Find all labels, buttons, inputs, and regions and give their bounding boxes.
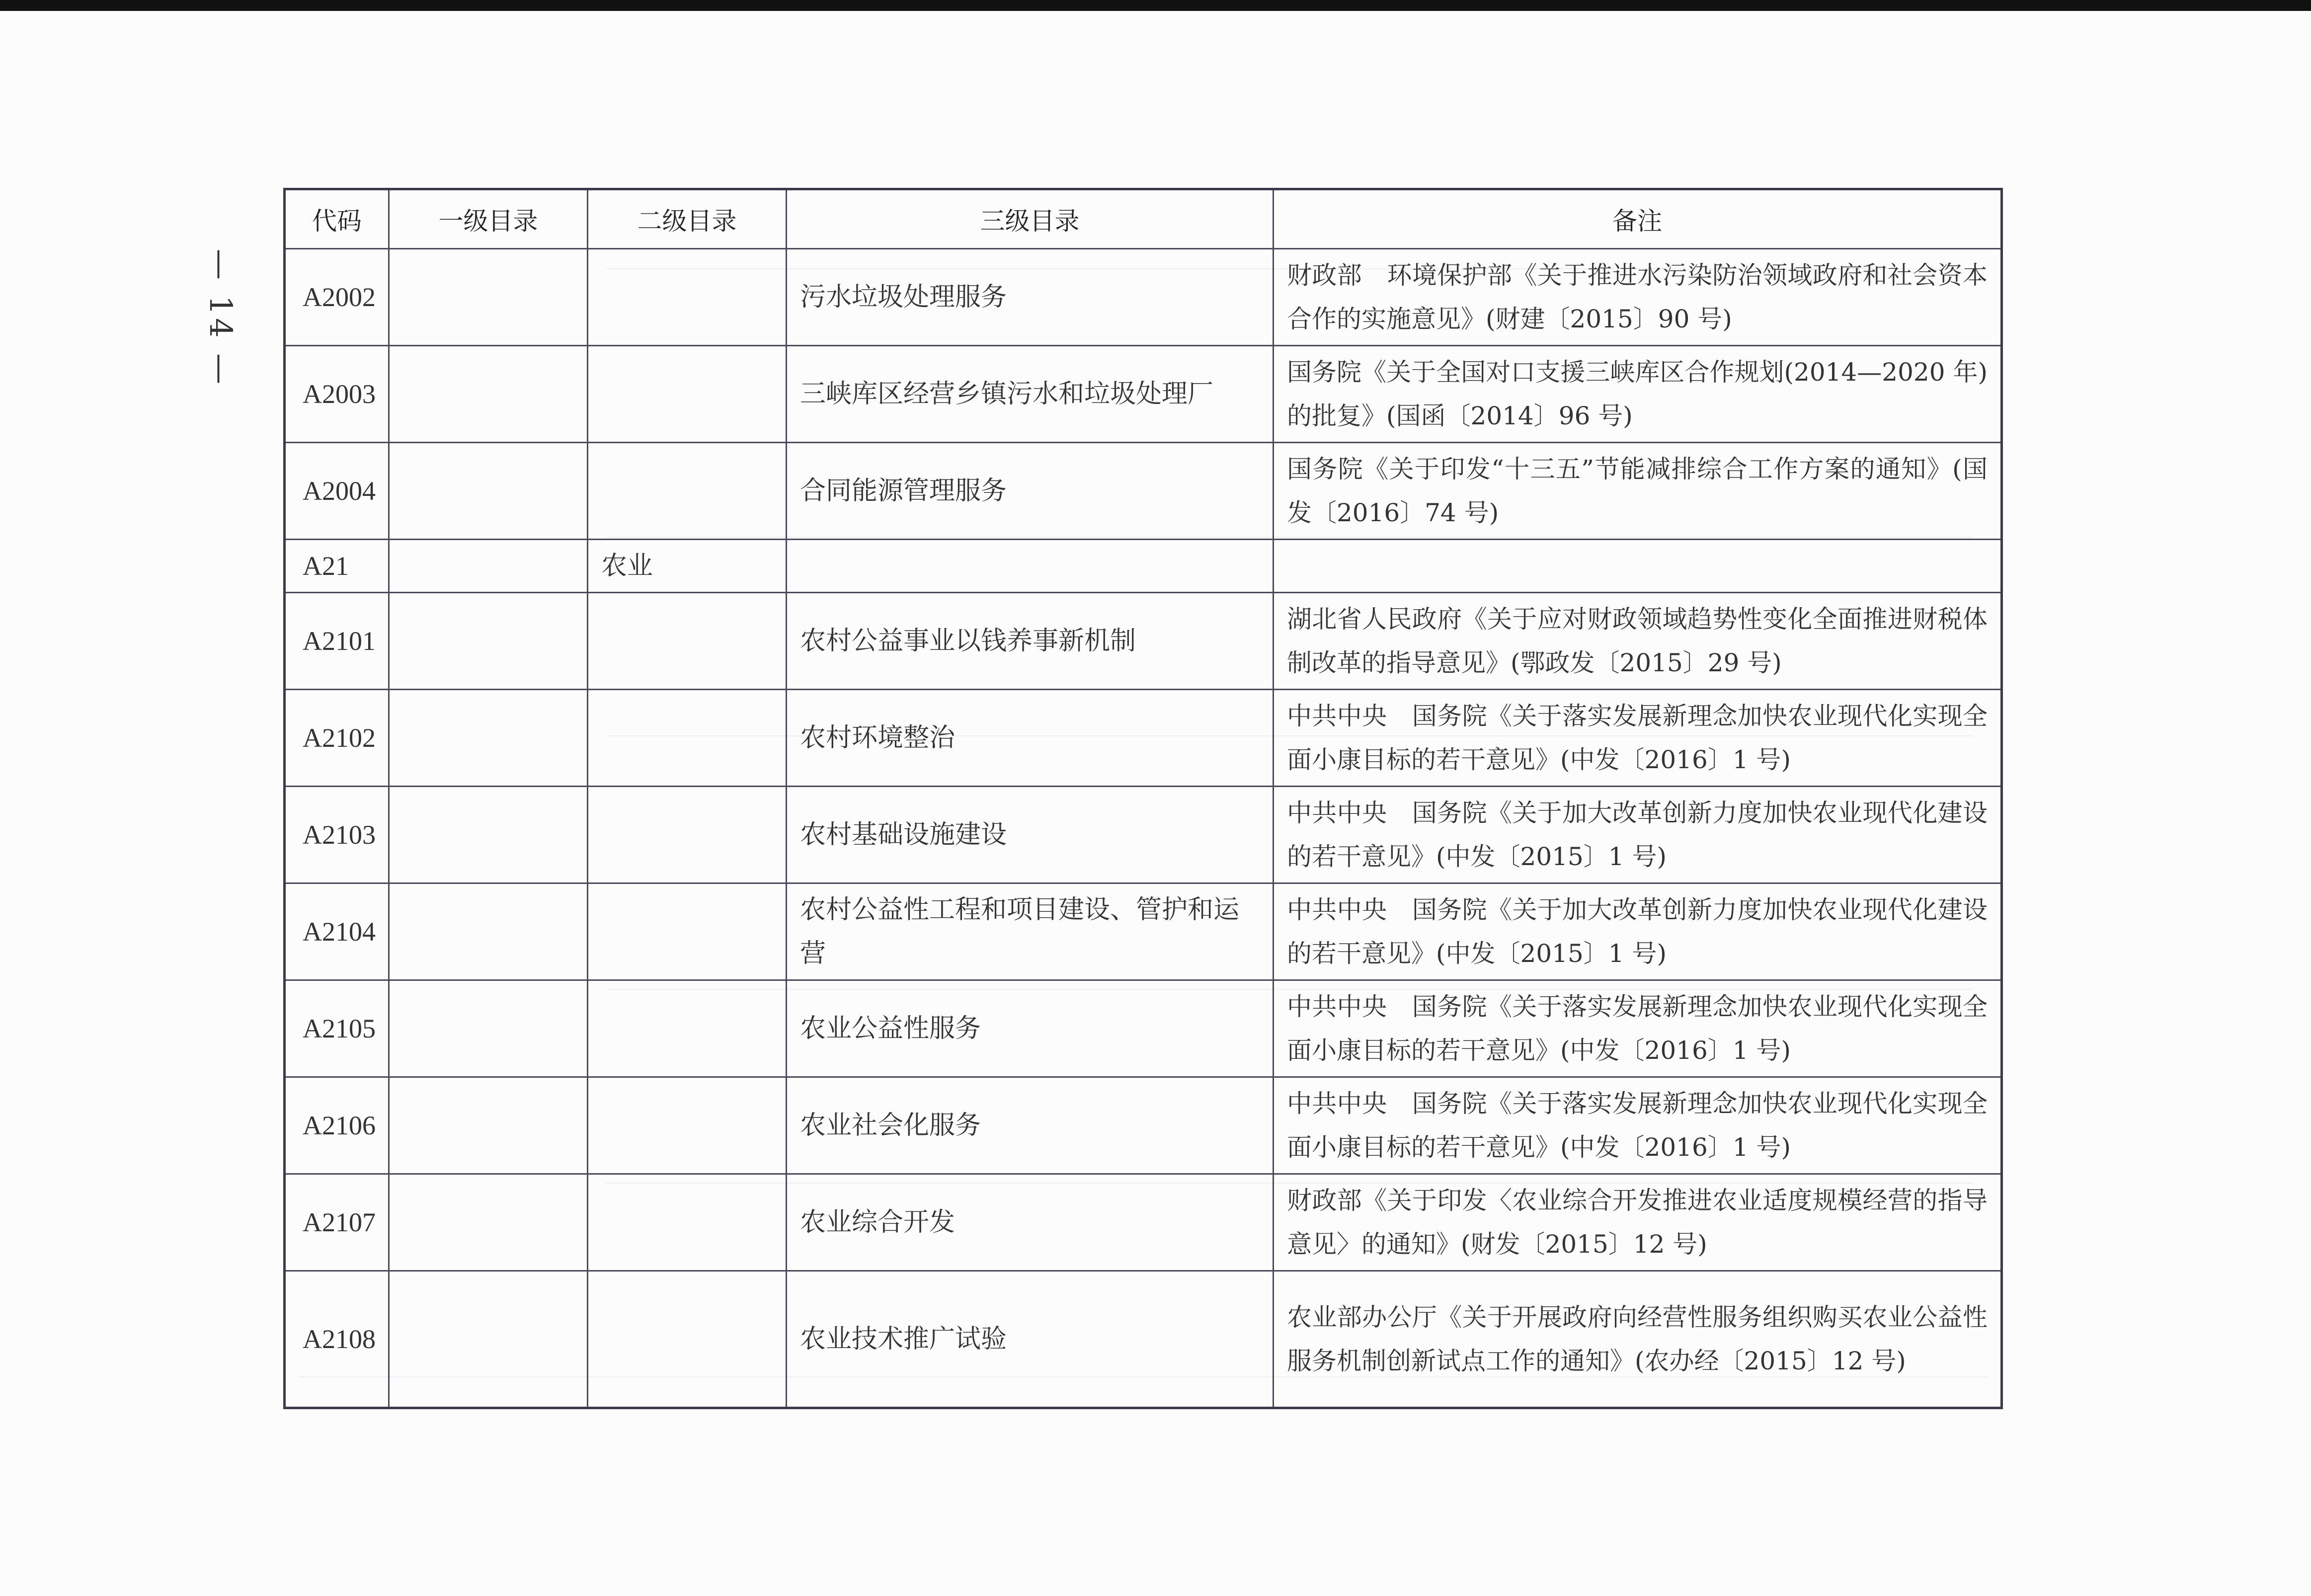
page-number: — 14 — [203,248,239,388]
cell-level2 [588,1174,787,1271]
cell-level3: 合同能源管理服务 [787,443,1274,540]
cell-level3 [787,540,1274,593]
header-code: 代码 [285,189,389,249]
table-row [285,443,2002,540]
cell-level3: 农村公益事业以钱养事新机制 [787,593,1274,690]
table-header-row [285,189,2002,249]
header-level1: 一级目录 [389,189,588,249]
cell-note: 中共中央 国务院《关于加大改革创新力度加快农业现代化建设的若干意见》(中发〔2015〕1 号) [1274,787,2002,883]
cell-note: 湖北省人民政府《关于应对财政领域趋势性变化全面推进财税体制改革的指导意见》(鄂政发〔2015〕29 号) [1274,593,2002,690]
table-row [285,787,2002,883]
cell-level2 [588,1077,787,1174]
cell-level3: 污水垃圾处理服务 [787,249,1274,346]
cell-level2 [588,346,787,443]
header-level2: 二级目录 [588,189,787,249]
cell-level3: 农村基础设施建设 [787,787,1274,883]
cell-code: A2101 [285,593,389,690]
cell-level2 [588,249,787,346]
cell-level2 [588,1271,787,1408]
table-row [285,346,2002,443]
cell-level2: 农业 [588,540,787,593]
cell-code: A2106 [285,1077,389,1174]
cell-code: A2102 [285,690,389,787]
cell-code: A2105 [285,980,389,1077]
scan-top-edge [0,0,2311,11]
cell-code: A2104 [285,883,389,980]
cell-level1 [389,443,588,540]
cell-note [1274,540,2002,593]
cell-code: A2108 [285,1271,389,1408]
cell-level1 [389,1174,588,1271]
cell-note: 国务院《关于印发“十三五”节能减排综合工作方案的通知》(国发〔2016〕74 号) [1274,443,2002,540]
cell-level1 [389,540,588,593]
cell-level1 [389,787,588,883]
cell-note: 国务院《关于全国对口支援三峡库区合作规划(2014—2020 年)的批复》(国函〔2014〕96 号) [1274,346,2002,443]
header-note: 备注 [1274,189,2002,249]
cell-level1 [389,249,588,346]
catalog-table [283,188,2003,1409]
cell-level1 [389,883,588,980]
cell-level1 [389,346,588,443]
cell-level2 [588,787,787,883]
cell-level2 [588,883,787,980]
cell-note: 农业部办公厅《关于开展政府向经营性服务组织购买农业公益性服务机制创新试点工作的通知》(农办经〔2015〕12 号) [1274,1271,2002,1408]
cell-level1 [389,980,588,1077]
cell-level3: 农业公益性服务 [787,980,1274,1077]
table-row [285,883,2002,980]
table-row [285,593,2002,690]
cell-level2 [588,593,787,690]
cell-level1 [389,593,588,690]
cell-code: A2004 [285,443,389,540]
table-row [285,690,2002,787]
cell-note: 中共中央 国务院《关于落实发展新理念加快农业现代化实现全面小康目标的若干意见》(中发〔2016〕1 号) [1274,980,2002,1077]
cell-level3: 农业技术推广试验 [787,1271,1274,1408]
table-row [285,1271,2002,1408]
cell-level2 [588,980,787,1077]
table-row [285,1077,2002,1174]
cell-level1 [389,1271,588,1408]
cell-code: A2002 [285,249,389,346]
cell-level1 [389,690,588,787]
cell-level3: 农村环境整治 [787,690,1274,787]
header-level3: 三级目录 [787,189,1274,249]
cell-level2 [588,443,787,540]
cell-note: 财政部 环境保护部《关于推进水污染防治领域政府和社会资本合作的实施意见》(财建〔2015〕90 号) [1274,249,2002,346]
table-row [285,249,2002,346]
cell-level3: 三峡库区经营乡镇污水和垃圾处理厂 [787,346,1274,443]
cell-level3: 农业综合开发 [787,1174,1274,1271]
cell-level3: 农村公益性工程和项目建设、管护和运营 [787,883,1274,980]
cell-note: 中共中央 国务院《关于加大改革创新力度加快农业现代化建设的若干意见》(中发〔2015〕1 号) [1274,883,2002,980]
cell-note: 财政部《关于印发〈农业综合开发推进农业适度规模经营的指导意见〉的通知》(财发〔2015〕12 号) [1274,1174,2002,1271]
table-row [285,980,2002,1077]
cell-level1 [389,1077,588,1174]
cell-code: A2107 [285,1174,389,1271]
table-row [285,1174,2002,1271]
cell-level2 [588,690,787,787]
cell-note: 中共中央 国务院《关于落实发展新理念加快农业现代化实现全面小康目标的若干意见》(中发〔2016〕1 号) [1274,690,2002,787]
cell-code: A21 [285,540,389,593]
cell-code: A2003 [285,346,389,443]
cell-note: 中共中央 国务院《关于落实发展新理念加快农业现代化实现全面小康目标的若干意见》(中发〔2016〕1 号) [1274,1077,2002,1174]
cell-code: A2103 [285,787,389,883]
table-row [285,540,2002,593]
cell-level3: 农业社会化服务 [787,1077,1274,1174]
